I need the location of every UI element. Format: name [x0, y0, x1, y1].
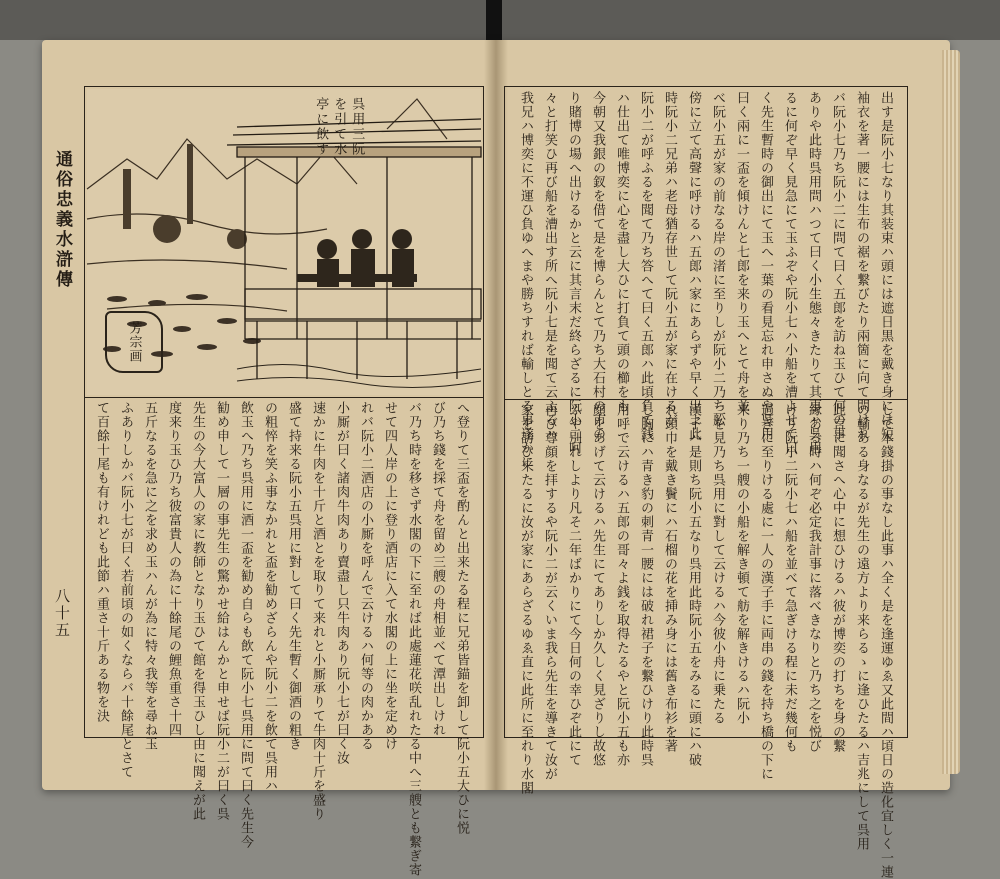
left-page-divider [85, 397, 483, 398]
right-lower-text [509, 403, 903, 879]
illustration-caption-line-2: を引て水 [331, 97, 347, 157]
text-column: 勧め申して一層の事先生の驚かせ給はんかと申せば阮小二が曰く呉 [214, 401, 229, 821]
text-column: 顔をあげて云けるハ先生にてありしか久しく見ざりし故悠 [590, 403, 605, 767]
woodblock-illustration [87, 89, 481, 395]
text-column: ありや此時呉用問ハつて曰く小生態々きたりて其事ハ呉用 [806, 91, 821, 455]
text-column: 用呼で云けるハ五郎の哥々よ銭を取得たるやと阮小五も亦 [614, 403, 629, 767]
text-column: ハ仕出て唯博奕に心を盡し大ひに打負て頭の櫛をも [614, 91, 629, 413]
text-column: 傍に立て高聲に呼けるハ五郎ハ家にあらずや早く出よ此 [686, 91, 701, 441]
text-column: 度来り玉ひ乃ち彼富貴人の為に十餘尾の鯉魚重さ十四 [166, 401, 181, 737]
text-column: く先生暫時の御出にて玉へ一葉の看見忘れ申さぬや呉用 [758, 91, 773, 441]
text-column: 盛て持来る阮小五呉用に對して曰く先生暫く御酒の粗き [286, 401, 301, 751]
text-column: けり阮小二阮小七ハ船を並べて急ぎける程に未だ幾何も [782, 403, 797, 753]
text-column: 出す是阮小七なり其装束ハ頭には遮日黒を戴き身には短 [878, 91, 893, 441]
text-column: し胸にハ青き豹の刺青一腰には破れ裙子を繋ひけり此時呉 [638, 403, 653, 767]
left-lower-text [89, 401, 479, 877]
text-column: 小厮が曰く諸肉牛肉あり賣盡し只牛肉あり阮小七が曰く汝 [334, 401, 349, 765]
right-page-frame [504, 86, 908, 879]
illustration-caption-line-3: 亭に飲す [313, 97, 329, 157]
left-page-frame [84, 86, 484, 877]
text-column: り賭博の場へ出けるかと云に其言末だ終らざるに阮小二呵 [566, 91, 581, 455]
text-column: 家を訪ひ来たるに汝が家にあらざるゆゑ直に此所に至れり水閣 [518, 403, 533, 795]
text-column: れバ阮小二酒店の小厮を呼んで云けるハ何等の肉かある [358, 401, 373, 751]
text-column: 々と打笑ひ再び船を漕出す所へ阮小七是を聞て云ふるハ [542, 91, 557, 441]
text-column: の輸ある身なるが先生の遠方より来らるゝに逢ひたるハ吉兆にして呉用 [854, 403, 869, 851]
text-column: 飲玉へ乃ち呉用に酒一盃を勧め自らも飲て阮小七呉用に問て曰く先生今 [238, 401, 253, 849]
text-column: して本錢掛の事なし此事ハ全く是を逢運ゆゑ又此間ハ頃日の造化宜しく一連 [878, 403, 893, 879]
illustration-caption-line-1: 呉用三阮 [349, 97, 365, 157]
text-column: 先生の今大富人の家に教師となり玉ひて館を得玉ひし由に聞えが此 [190, 401, 205, 821]
text-column: 過ぎに至りける處に一人の漢子手に両串の錢を持ち橋の下に [758, 403, 773, 781]
text-column: 時阮小二兄弟ハ老母猶存世して阮小五が家に在けるが [662, 91, 677, 427]
text-column: 二を見乃ち呉用に對して云けるハ今彼小舟に乗たる [710, 403, 725, 725]
right-page [498, 40, 950, 879]
text-column: 曰く兩に一盃を傾けんと七郎を来り玉へとて舟を並 [734, 91, 749, 413]
left-page [42, 40, 494, 877]
artist-signature: 芳宗画 [126, 321, 142, 363]
text-column: て百餘十尾も有けれども此節ハ重さ十斤ある物を決 [94, 401, 109, 723]
text-column: び乃ち錢を採て舟を留め三艘の舟相並べて潭出しけれ [430, 401, 445, 737]
text-column: 来り乃ち一艘の小船を解き頓て舫を解きけるハ阮小 [734, 403, 749, 725]
text-column: バ阮小七乃ち阮小二に問て曰く五郎を訪ね玉ひて何の事 [830, 91, 845, 441]
text-column: 我兄ハ博奕に不運ひ負ゆへまや勝ちすれば輸しとる事遂かに [518, 91, 533, 469]
text-column: れ頭巾を戴き鬢にハ石榴の花を挿み身には舊き布衫を著 [662, 403, 677, 753]
text-column: バ乃ち時を移さず水閣の下に至れば此處蓮花咲乱れたる中へ三艘とも繋ぎ寄 [406, 401, 421, 877]
page-number: 八十五 [53, 588, 71, 639]
right-page-divider [505, 399, 907, 400]
text-column: 阮小二が呼ふるを聞て乃ち答へて曰く五郎ハ此頃負て銭 [638, 91, 653, 441]
open-book [42, 40, 950, 879]
text-column: 袖衣を著一腰には生布の裾を繋びたり兩箇に向て問けれ [854, 91, 869, 441]
artist-signature-seal [105, 311, 163, 373]
text-column: ふありしかバ阮小七が曰く若前頃の如くならバ十餘尾とさて [118, 401, 133, 779]
running-title: 通俗忠義水滸傳 [52, 150, 72, 290]
text-column: の粗悴を笑ふ事なかれと盃を勧めざらんや阮小二を飲て呉用ハ [262, 401, 277, 793]
text-column: 速かに牛肉を十斤と酒とを取りて来れと小厮承りて牛肉十斤を盛り [310, 401, 325, 821]
text-column: べ阮小五が家の前なる岸の渚に至りしが阮小二乃ち舩 [710, 91, 725, 427]
text-column: 縁ある時ハ何ぞ必定我計事に落べきなりと乃ち之を悦び [806, 403, 821, 753]
text-column: ふや別れしより凡そ二年ばかりにて今日何の幸ひぞ此にて [566, 403, 581, 767]
right-upper-text [509, 91, 903, 469]
text-column: 漢子ハ是則ち阮小五なり呉用此時阮小五をみるに頭にハ破 [686, 403, 701, 767]
text-column: 五斤なるを急に之を求め玉ハんが為に特々我等を尋ね玉 [142, 401, 157, 751]
text-column: 此言に聞さへ心中に想ひけるハ彼が博奕の打ちを身の繋 [830, 403, 845, 753]
text-column: 今朝又我銀の釵を借て是を博らんとて乃ち大石村の市の [590, 91, 605, 441]
text-column: へ登りて三盃を酌んと出来たる程に兄弟皆錨を卸して阮小五大ひに悦 [454, 401, 469, 835]
text-column: るに何ぞ早く見急にて玉ふぞや阮小七ハ小船を漕よせて曰 [782, 91, 797, 455]
text-column: 再び尊顔を拝するや阮小二が云くいま我ら先生を導きて汝が [542, 403, 557, 781]
text-column: せて四人岸の上に登り酒店に入て水閣の上に坐を定めけ [382, 401, 397, 751]
